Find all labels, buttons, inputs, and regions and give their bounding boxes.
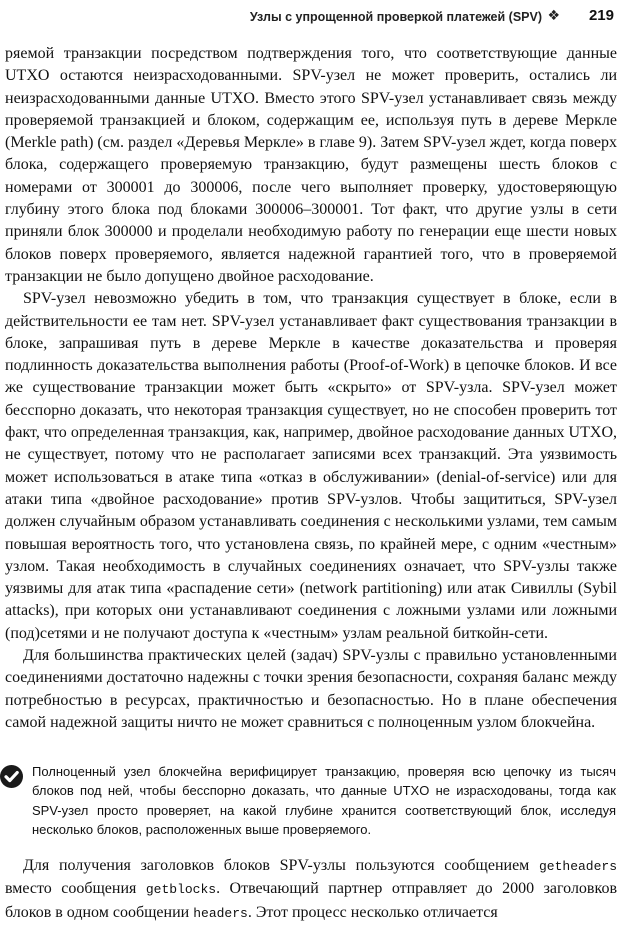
header-title: Узлы с упрощенной проверкой платежей (SPV) [249, 10, 542, 24]
paragraph-1: ряемой транзакции посредством подтверждения того, что соответствующие данные UTXO остаются неизрасходованными. SPV-узел не может проверить, остались ли неизрасходованными данные UTXO. Вместо этого SPV-узел устанавливает связь между проверяемой транзакцией и блоком, содержащим ее, используя путь в дереве Меркле (Merkle path) (см. раздел «Деревья Меркле» в главе 9). Затем SPV-узел ждет, когда поверх блока, содержащего проверяемую транзакцию, будут размещены шесть блоков с номерами от 300001 до 300006, после чего выполняет проверку, удостоверяющую глубину этого блока под блоками 300006–300001. Тот факт, что другие узлы в сети приняли блок 300000 и проделали необходимую работу по генерации еще шести новых блоков поверх проверяемого, является надежной гарантией того, что в проверяемой транзакции не было допущено двойное расходование. [5, 45, 617, 285]
paragraph-4-text-4: . Этот процесс несколько отличается [247, 903, 498, 921]
paragraph-4-text-3: . Отвечающий партнер отправляет до 2000 заголовков блоков в одном сообщении [5, 880, 617, 921]
paragraph-4 [5, 855, 617, 925]
paragraph-3: Для большинства практических целей (задач) SPV-узлы с правильно установленными соединениями достаточно надежны с точки зрения безопасности, сохраняя баланс между потребностью в ресурсах, практичностью и безопасностью. Но в плане обеспечения самой надежной защиты ничто не может сравниться с полноценным узлом блокчейна. [5, 647, 617, 731]
paragraph-4-text-1: Для получения заголовков блоков SPV-узлы пользуются сообщением [23, 857, 539, 874]
page-number: 219 [588, 7, 614, 24]
running-header [0, 6, 620, 30]
note-text: Полноценный узел блокчейна верифицирует транзакцию, проверяя всю цепочку из тысяч блоков под ней, чтобы бесспорно доказать, что данные UTXO не израсходованы, тогда как SPV-узел просто проверяет, на какой глубине хранится соответствующий блок, исследуя несколько блоков, расположенных выше проверяемого. [32, 764, 616, 837]
ornament-icon: ❖ [547, 8, 560, 24]
paragraph-4-text-2: вместо сообщения [5, 880, 146, 898]
body-text [5, 43, 617, 734]
code-getblocks: getblocks [145, 882, 217, 898]
note-block [0, 762, 618, 842]
code-headers: headers [193, 905, 248, 921]
checkmark-icon [0, 765, 23, 788]
final-text [5, 855, 617, 925]
paragraph-2: SPV-узел невозможно убедить в том, что транзакция существует в блоке, если в действительности ее там нет. SPV-узел устанавливает факт существования транзакции в блоке, запрашивая путь в дереве Меркле в качестве доказательства и проверяя подлинность доказательства выполнения работы (Proof-of-Work) в цепочке блоков. И все же существование транзакции может быть «скрыто» от SPV-узла. SPV-узел может бесспорно доказать, что некоторая транзакция существует, но не способен проверить тот факт, что определенная транзакция, как, например, двойное расходование данных UTXO, не существует, потому что не располагает записями всех транзакций. Эта уязвимость может использоваться в атаке типа «отказ в обслуживании» (denial-of-service) или для атаки типа «двойное расходование» против SPV-узлов. Чтобы защититься, SPV-узел должен случайным образом устанавливать соединения с несколькими узлами, тем самым повышая вероятность того, что установлена связь, по крайней мере, с одним «честным» узлом. Такая необходимость в случайных соединениях означает, что SPV-узлы также уязвимы для атак типа «распадение сети» (network partitioning) или атак Сивиллы (Sybil attacks), при которых они устанавливают соединения с ложными узлами или ложными (под)сетями и не получают доступа к «честным» узлам реальной биткойн-сети. [5, 290, 617, 642]
code-getheaders: getheaders [538, 859, 617, 874]
